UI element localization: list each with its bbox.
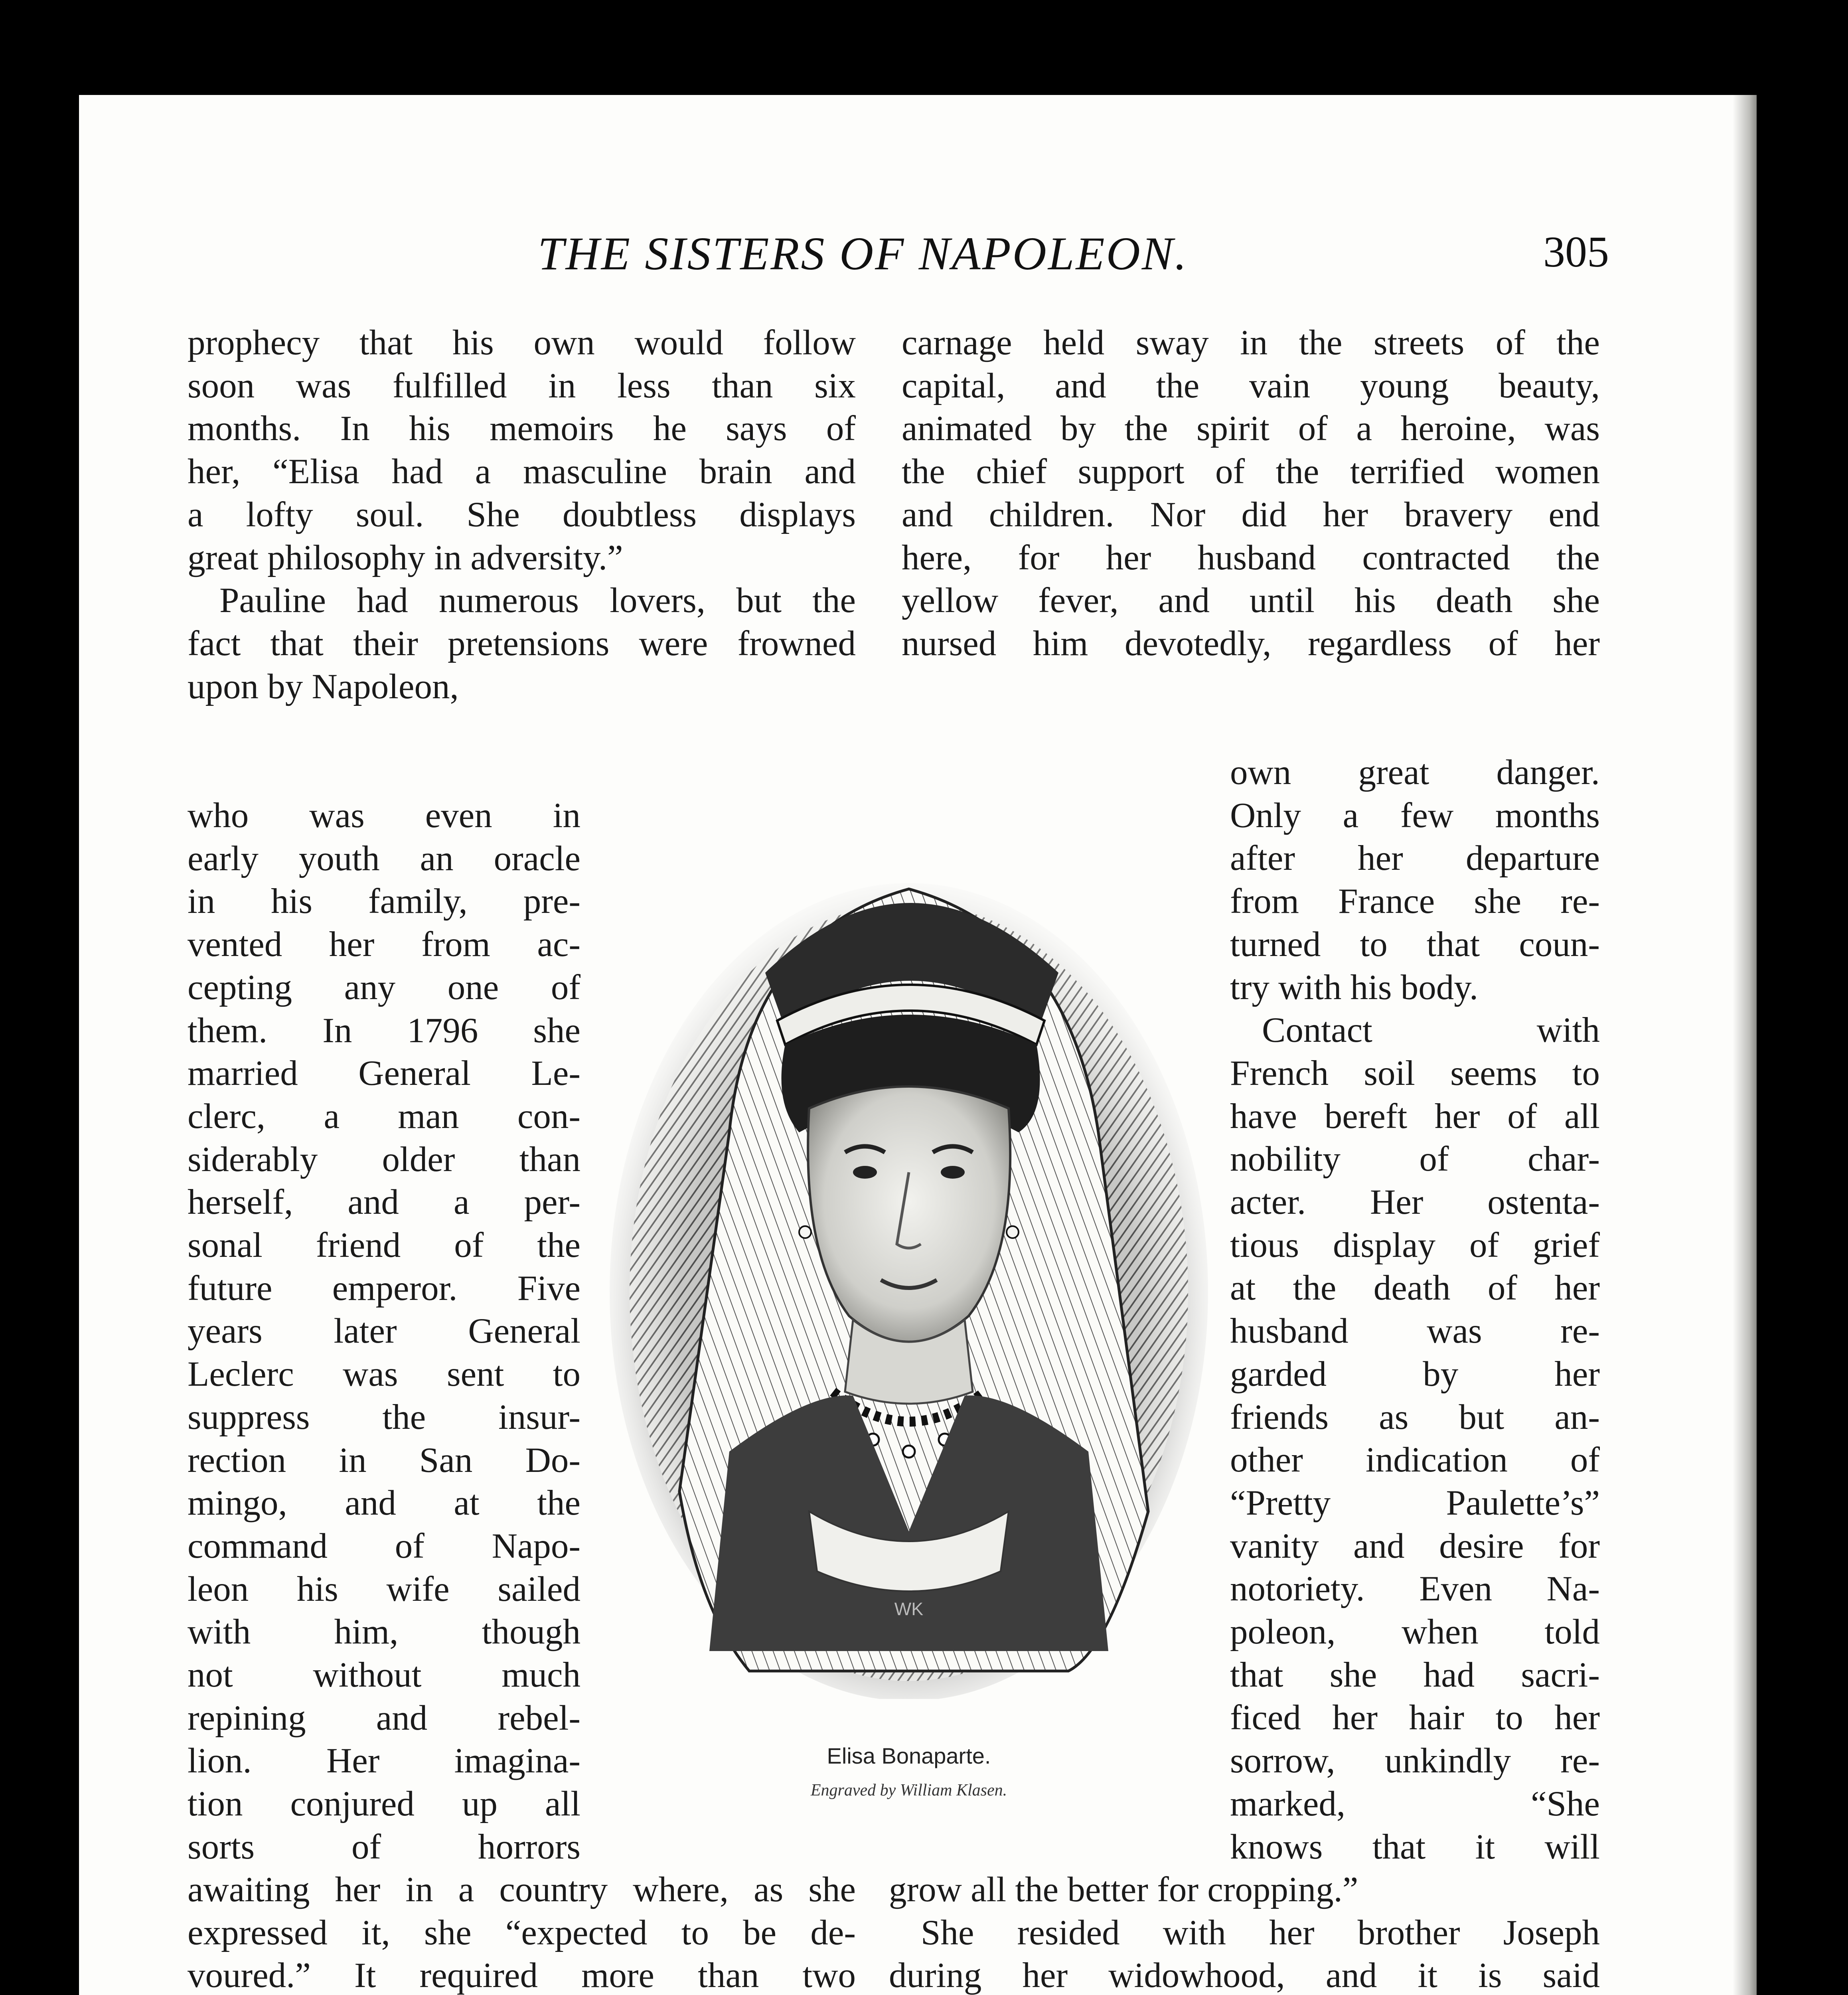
text-line: husband was re- [1230,1312,1600,1351]
text-line: sorrow, unkindly re- [1230,1741,1600,1781]
text-line: notoriety. Even Na- [1230,1569,1600,1609]
text-line: prophecy that his own would follow [188,323,856,362]
text-line: Contact with [1262,1011,1600,1050]
page-edge-shadow [1733,95,1757,1995]
text-line: yellow fever, and until his death she [902,581,1600,620]
text-line: garded by her [1230,1354,1600,1394]
text-line: animated by the spirit of a heroine, was [902,409,1600,448]
text-line: capital, and the vain young beauty, [902,366,1600,405]
text-line: the chief support of the terrified women [902,452,1600,492]
text-line: voured.” It required more than two [188,1956,856,1995]
text-line: at the death of her [1230,1268,1600,1308]
text-line: mingo, and at the [188,1483,580,1523]
text-line: upon by Napoleon, [188,667,459,706]
text-line: other indication of [1230,1440,1600,1480]
text-line: friends as but an- [1230,1397,1600,1437]
text-line: a lofty soul. She doubtless displays [188,495,856,534]
text-line: own great danger. [1230,753,1600,792]
text-line: with him, though [188,1612,580,1652]
text-line: her, “Elisa had a masculine brain and [188,452,856,492]
page-number: 305 [1543,227,1609,276]
text-line: and children. Nor did her bravery end [902,495,1600,534]
text-line: tion conjured up all [188,1784,580,1824]
text-line: repining and rebel- [188,1698,580,1738]
text-line: vented her from ac- [188,925,580,964]
text-line: here, for her husband contracted the [902,538,1600,577]
text-line: fact that their pretensions were frowned [188,624,856,663]
text-line: months. In his memoirs he says of [188,409,856,448]
text-line: sonal friend of the [188,1226,580,1265]
text-line: “Pretty Paulette’s” [1230,1483,1600,1523]
text-line: nursed him devotedly, regardless of her [902,624,1600,663]
text-line: tious display of grief [1230,1225,1600,1265]
text-line: soon was fulfilled in less than six [188,366,856,405]
text-line: years later General [188,1312,580,1351]
text-line: them. In 1796 she [188,1011,580,1050]
running-title: THE SISTERS OF NAPOLEON. [538,227,1188,280]
text-line: ficed her hair to her [1230,1698,1600,1738]
text-line: lion. Her imagina- [188,1741,580,1781]
right-column-wrap [1230,751,1600,1869]
figure-caption [598,1743,1220,1800]
text-line: Leclerc was sent to [188,1355,580,1394]
text-line: who was even in [188,796,580,835]
text-line: Only a few months [1230,796,1600,835]
portrait-engraving [610,853,1208,1699]
engraver-mark: WK [894,1599,924,1619]
right-column-bottom [889,1869,1600,1995]
text-line: early youth an oracle [188,839,580,878]
text-line: suppress the insur- [188,1397,580,1437]
caption-title: Elisa Bonaparte. [827,1743,991,1768]
text-line: great philosophy in adversity.” [188,538,623,577]
text-line: after her departure [1230,839,1600,878]
caption-credit: Engraved by William Klasen. [810,1781,1007,1799]
text-line: clerc, a man con- [188,1096,580,1136]
text-line: not without much [188,1655,580,1695]
text-line: that she had sacri- [1230,1655,1600,1695]
left-column-bottom [188,1869,856,1995]
text-line: She resided with her brother Joseph [921,1913,1600,1952]
text-line: carnage held sway in the streets of the [902,323,1600,362]
text-line: sorts of horrors [188,1827,580,1867]
text-line: acter. Her ostenta- [1230,1183,1600,1222]
text-line: command of Napo- [188,1526,580,1566]
text-line: expressed it, she “expected to be de- [188,1913,856,1952]
text-line: awaiting her in a country where, as she [188,1870,856,1909]
text-line: rection in San Do- [188,1440,580,1480]
text-line: turned to that coun- [1230,924,1600,964]
text-line: siderably older than [188,1140,580,1179]
text-line: poleon, when told [1230,1612,1600,1652]
text-line: knows that it will [1230,1827,1600,1867]
magazine-page [79,95,1757,1995]
text-line: vanity and desire for [1230,1526,1600,1566]
text-line: nobility of char- [1230,1140,1600,1179]
text-line: married General Le- [188,1054,580,1093]
text-line: during her widowhood, and it is said [889,1956,1600,1995]
text-line: cepting any one of [188,968,580,1007]
left-column-wrap [188,794,580,1869]
text-line: marked, “She [1230,1784,1600,1823]
page-header [79,227,1757,290]
left-column-top [188,322,856,708]
text-line: grow all the better for cropping.” [889,1870,1358,1909]
right-column-top [902,322,1600,666]
text-line: Pauline had numerous lovers, but the [219,581,856,620]
text-line: herself, and a per- [188,1183,580,1222]
text-line: leon his wife sailed [188,1569,580,1609]
text-line: try with his body. [1230,968,1479,1007]
text-line: from France she re- [1230,882,1600,921]
text-line: have bereft her of all [1230,1096,1600,1136]
text-line: in his family, pre- [188,882,580,921]
text-line: future emperor. Five [188,1268,580,1308]
text-line: French soil seems to [1230,1053,1600,1093]
